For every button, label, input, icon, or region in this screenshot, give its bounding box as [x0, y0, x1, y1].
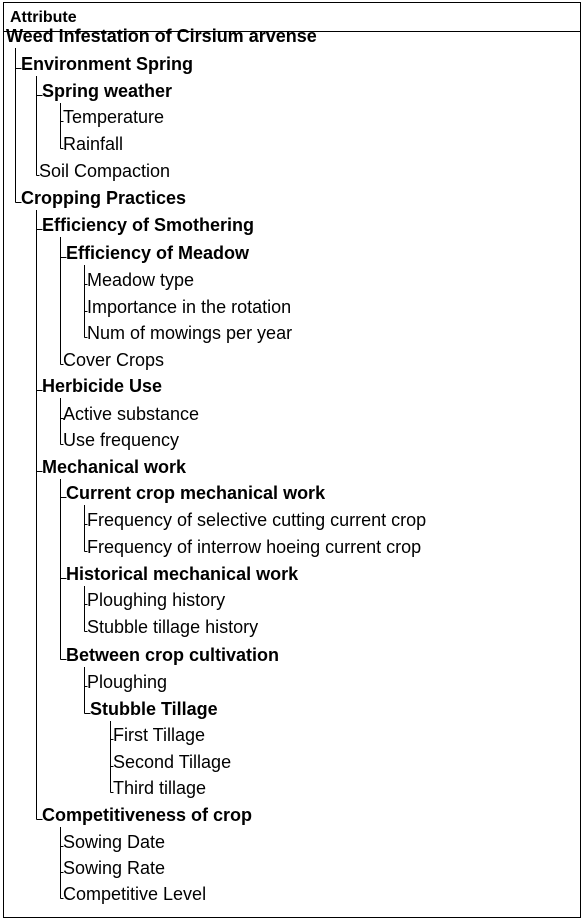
tree-node: Second Tillage — [113, 752, 232, 772]
tree-node: Active substance — [63, 404, 200, 424]
tree-node: Rainfall — [63, 134, 124, 154]
tree-node: Efficiency of Meadow — [66, 243, 250, 263]
tree-node: Sowing Rate — [63, 858, 166, 878]
tree-node: Historical mechanical work — [66, 564, 299, 584]
tree-node: Third tillage — [113, 778, 207, 798]
tree-node: Between crop cultivation — [66, 645, 280, 665]
tree-node: Herbicide Use — [42, 376, 163, 396]
tree-node: Frequency of interrow hoeing current crop — [87, 537, 422, 557]
tree-node: Stubble Tillage — [90, 699, 218, 719]
tree-node: Cover Crops — [63, 350, 165, 370]
tree-node: Soil Compaction — [39, 161, 171, 181]
tree-node: Ploughing history — [87, 590, 226, 610]
tree-node: Competitive Level — [63, 884, 207, 904]
tree-node: Use frequency — [63, 430, 180, 450]
tree-node: Current crop mechanical work — [66, 483, 326, 503]
tree-node: Temperature — [63, 107, 165, 127]
tree-node: Competitiveness of crop — [42, 805, 253, 825]
tree-node: Meadow type — [87, 270, 195, 290]
tree-node: Num of mowings per year — [87, 323, 293, 343]
tree-node: Ploughing — [87, 672, 168, 692]
tree-node: Spring weather — [42, 81, 173, 101]
tree-node: First Tillage — [113, 725, 206, 745]
tree-node: Weed Infestation of Cirsium arvense — [6, 26, 317, 46]
attribute-header-label: Attribute — [10, 9, 77, 26]
tree-node: Cropping Practices — [21, 188, 187, 208]
tree-node: Stubble tillage history — [87, 617, 259, 637]
tree-node: Environment Spring — [21, 54, 194, 74]
tree-node: Efficiency of Smothering — [42, 215, 255, 235]
tree-node: Frequency of selective cutting current crop — [87, 510, 427, 530]
tree-node: Importance in the rotation — [87, 297, 292, 317]
tree-node: Mechanical work — [42, 457, 187, 477]
tree-node: Sowing Date — [63, 832, 166, 852]
